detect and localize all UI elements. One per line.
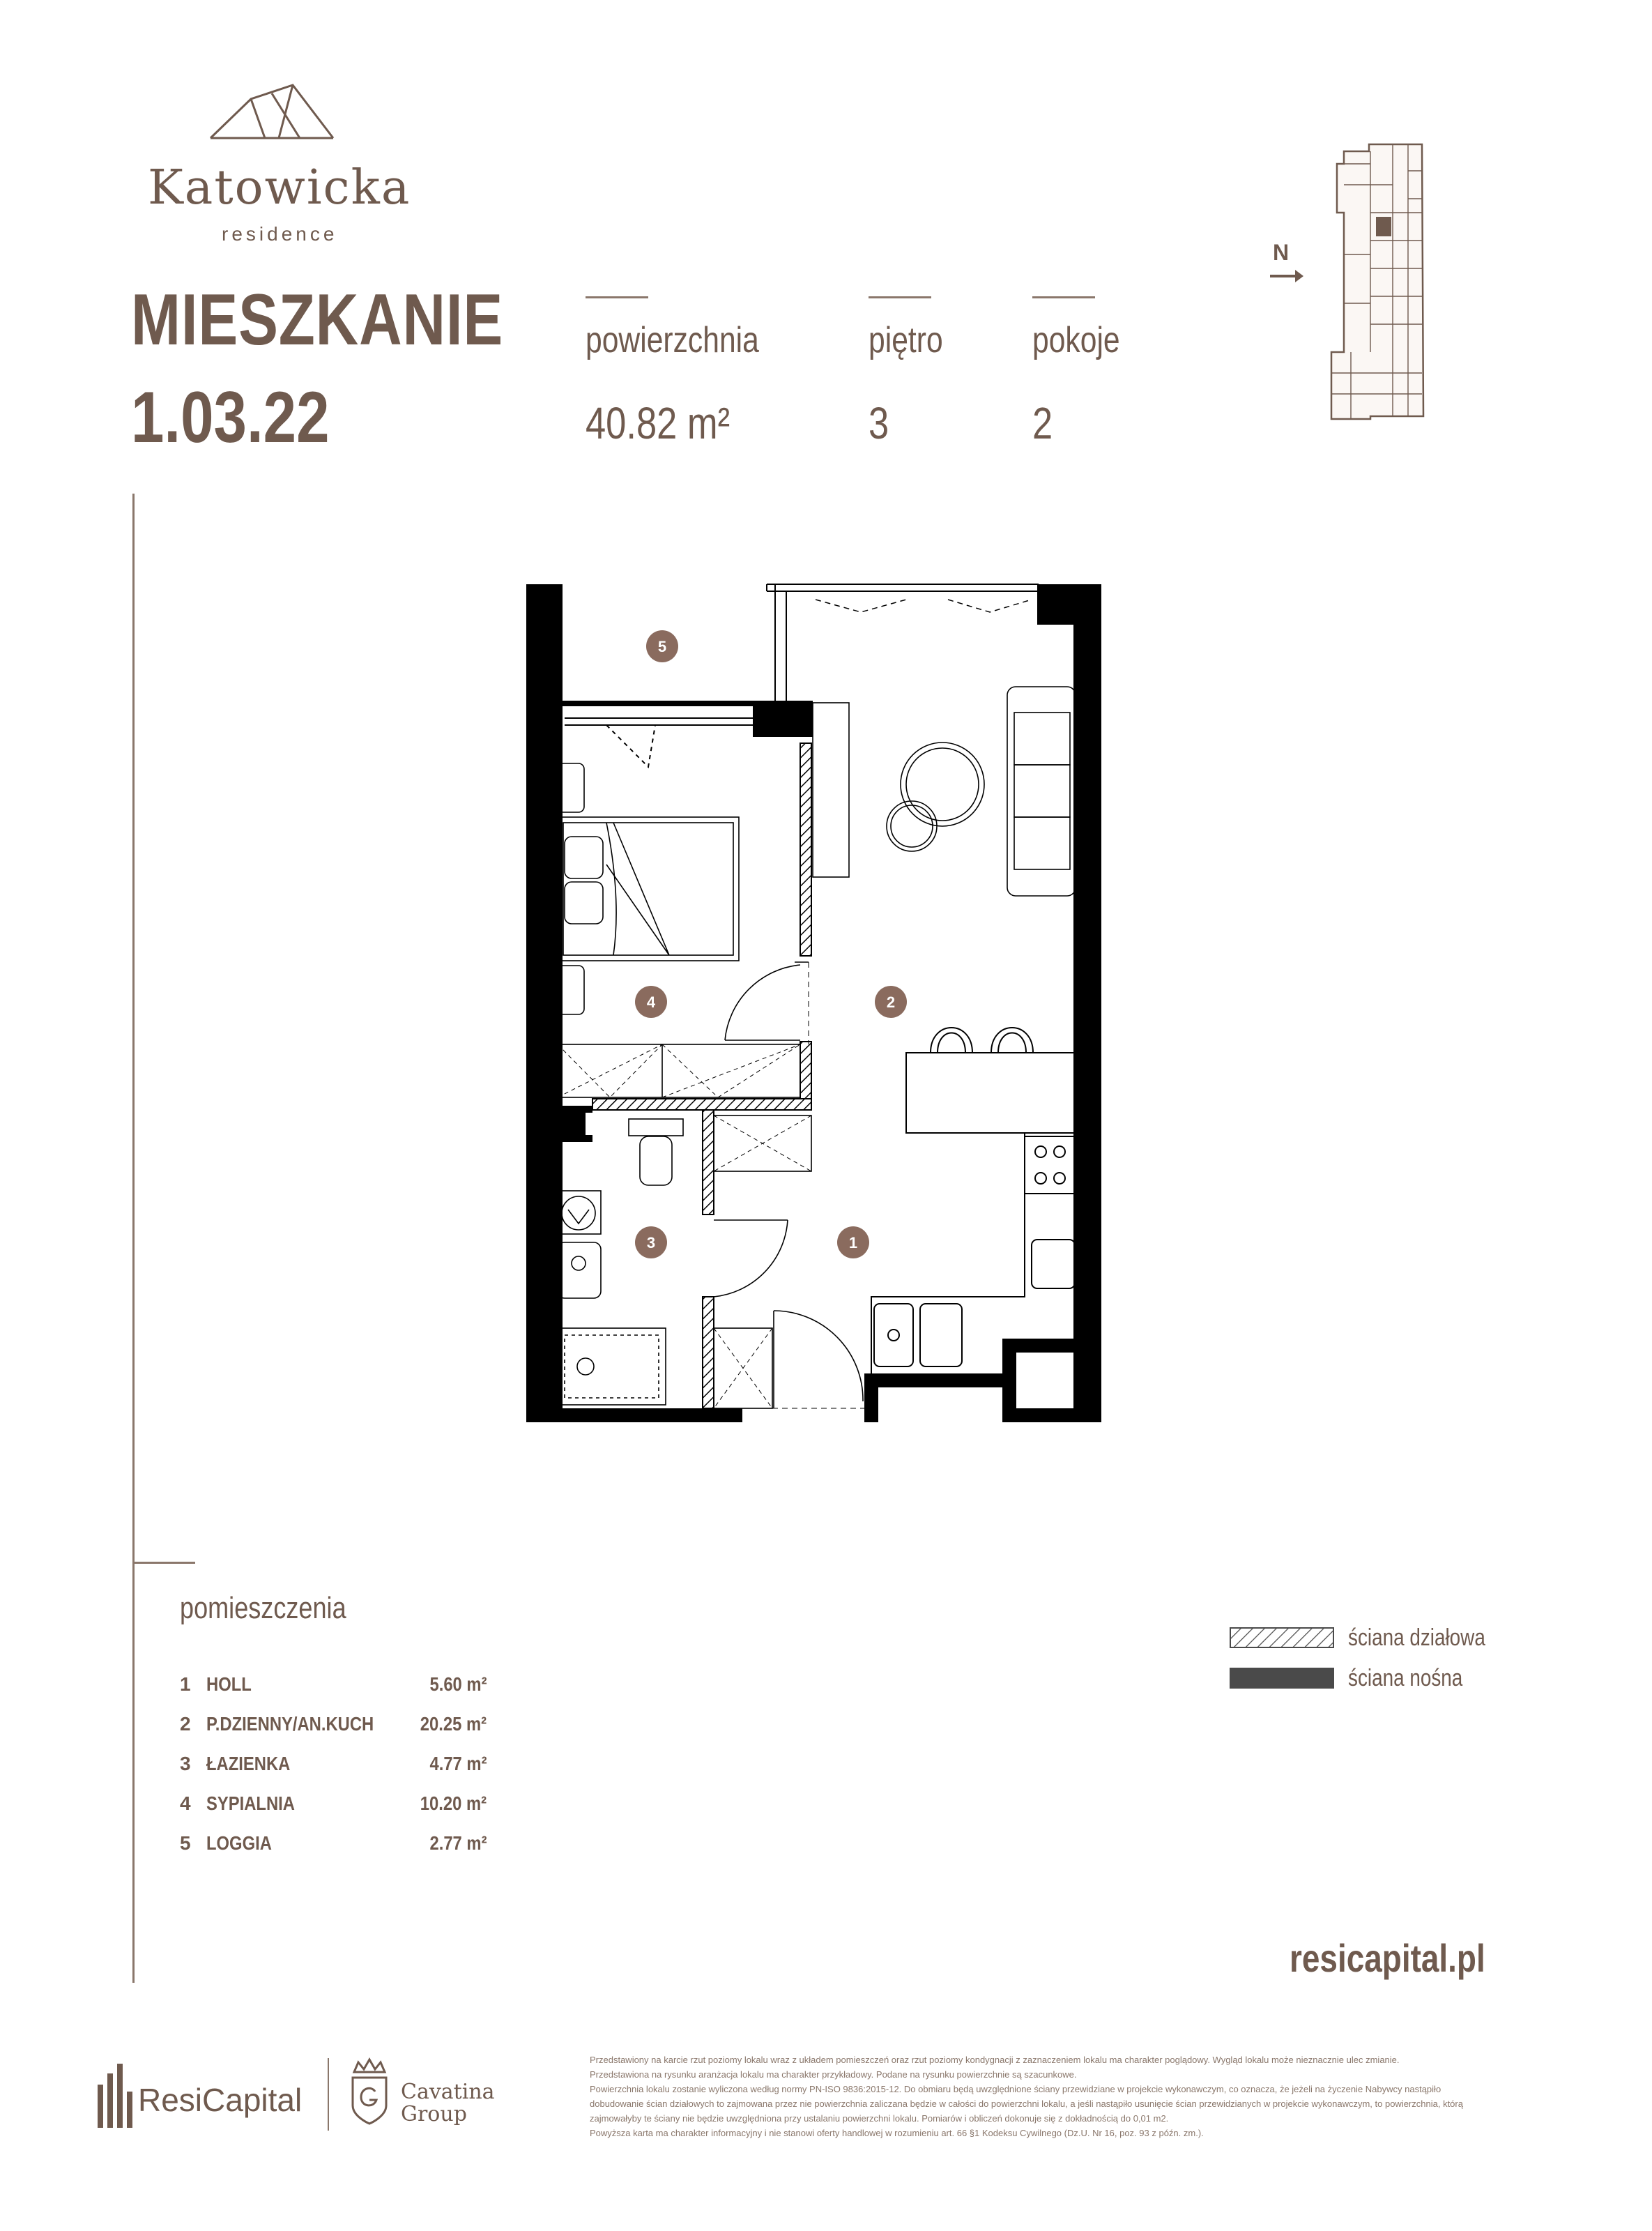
disclaimer-line: Powyższa karta ma charakter informacyjny i nie stanowi oferty handlowej w rozumieniu art. 66 §1 Kodeksu Cywilnego (Dz.U. Nr 16, poz. 93 z późn. zm.). [590, 2128, 1204, 2138]
room-row [180, 1832, 487, 1860]
plan-badge-4: 4 [646, 993, 656, 1011]
room-name: HOLL [206, 1673, 252, 1695]
room-row [180, 1673, 487, 1701]
floor-plan [516, 572, 1115, 1436]
room-number: 3 [180, 1753, 191, 1774]
brand-name: Katowicka [148, 160, 411, 215]
stat-rule [869, 296, 931, 298]
apartment-label: MIESZKANIE [131, 280, 504, 360]
plan-badge-1: 1 [848, 1234, 858, 1251]
room-name: ŁAZIENKA [206, 1753, 291, 1774]
disclaimer-line: Przedstawiony na karcie rzut poziomy lokalu wraz z układem pomieszczeń oraz rzut poziomy kondygnacji z zaznaczeniem lokalu ma charakter poglądowy. Wygląd lokalu może nieznacznie ulec zmianie. [590, 2055, 1400, 2065]
plan-badge-3: 3 [646, 1234, 656, 1251]
stat-rooms-label: pokoje [1032, 320, 1120, 360]
frame-vertical-line [132, 494, 135, 1983]
room-area: 4.77 m² [429, 1753, 487, 1774]
plan-badge-5: 5 [657, 638, 667, 655]
room-number: 4 [180, 1792, 191, 1814]
compass-label: N [1273, 240, 1290, 265]
stat-rule [586, 296, 648, 298]
disclaimer-line: Przedstawiona na rysunku aranżacja lokalu ma charakter przykładowy. Podane na rysunku powierzchnie są szacunkowe. [590, 2069, 1077, 2080]
room-row [180, 1713, 487, 1741]
room-name: LOGGIA [206, 1832, 272, 1854]
stat-rule [1032, 296, 1095, 298]
room-name: SYPIALNIA [206, 1792, 295, 1814]
stat-floor-label: piętro [869, 320, 943, 360]
stat-rooms-value: 2 [1032, 398, 1053, 448]
legend-loadbearing-label: ściana nośna [1348, 1665, 1463, 1691]
building-keyplan-icon [1330, 143, 1428, 422]
cavatina-name: Cavatina [401, 2080, 495, 2104]
legend-partition-label: ściana działowa [1348, 1624, 1485, 1651]
room-name: P.DZIENNY/AN.KUCH [206, 1713, 374, 1735]
frame-horizontal-line [132, 1562, 195, 1564]
website-link[interactable]: resicapital.pl [1290, 1936, 1485, 1980]
legend-loadbearing-swatch [1230, 1668, 1334, 1689]
stat-area-value: 40.82 m² [586, 398, 731, 448]
disclaimer-line: Powierzchnia lokalu zostanie wyliczona według normy PN-ISO 9836:2015-12. Do obmiaru będą uwzględnione ściany przewidziane w projekcie wykonawczym, co oznacza, że jeżeli na życzenie Nabywcy nastąpiło dobudowanie ścian działowych to zajmowana przez nie powierzchnia zaliczana będzie w całości do powierzchni lokalu, a jeśli nastąpiło usunięcie ścian przewidzianych w projekcie wykonawczym, to powierzchnia, którą zajmowałyby te ściany nie będzie uwzględniona przy ustalaniu powierzchni lokalu. Pomiarów i obliczeń dokonuje się z dokładnością do 0,01 m2. [590, 2084, 1463, 2124]
room-area: 5.60 m² [429, 1673, 487, 1695]
rooms-title: pomieszczenia [180, 1591, 346, 1625]
room-number: 2 [180, 1713, 191, 1735]
disclaimer [590, 2053, 1489, 2140]
north-arrow-icon [1270, 268, 1305, 284]
room-number: 1 [180, 1673, 191, 1695]
mountain-logo-icon [209, 78, 335, 141]
room-number: 5 [180, 1832, 191, 1854]
room-area: 10.20 m² [420, 1792, 487, 1814]
room-row [180, 1792, 487, 1820]
resicapital-logo-icon [98, 2064, 132, 2128]
cavatina-logo-text [401, 2081, 495, 2126]
logo-separator [328, 2058, 329, 2131]
plan-badge-2: 2 [886, 993, 896, 1011]
cavatina-crest-icon [349, 2057, 390, 2126]
room-area: 20.25 m² [420, 1713, 487, 1735]
stat-area-label: powierzchnia [586, 320, 759, 360]
legend-partition-swatch [1230, 1627, 1334, 1648]
room-area: 2.77 m² [429, 1832, 487, 1854]
resicapital-logo-text: ResiCapital [138, 2082, 303, 2118]
stat-floor-value: 3 [869, 398, 889, 448]
room-row [180, 1753, 487, 1781]
cavatina-group: Group [401, 2102, 467, 2126]
apartment-number: 1.03.22 [131, 377, 330, 458]
brand-subtitle: residence [222, 223, 338, 245]
